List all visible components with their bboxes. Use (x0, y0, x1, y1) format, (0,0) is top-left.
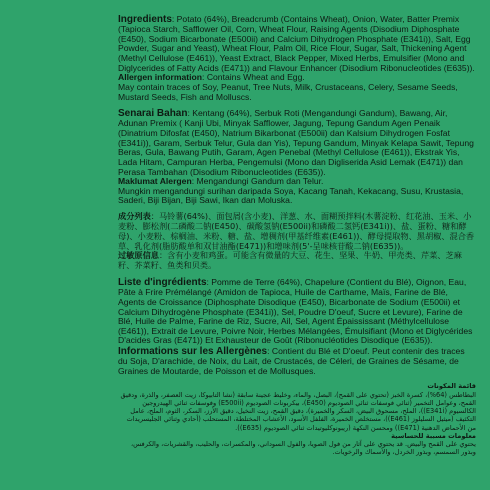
arabic-ingredients-title: قائمة المكونات (427, 382, 476, 391)
malay-ingredients-text: : Kentang (64%), Serbuk Roti (Mengandungi Gandum), Bawang, Air, Adunan Premix ( Kanji Ubi, Minyak Safflower, Jagung, Tepung Gandum Agen Penaik (Dinatrium Difosfat (E450), Natrium Bikarbonat (E500ii) dan Kalsium Dihydrogen Fosfat (E341i)), Garam, Serbuk Telur, Gula dan Yis), Tepung Gandum, Minyak Kelapa Sawit, Tepung Beras, Gula, Bawang Putih, Garam, Agen Penebal (Methyl Cellulose (E461)), Ekstrak Yis, Lada Hitam, Campuran Herba, Pengemulsi (Mono dan Digliserida Asid Lemak (E471)) dan Perasa Tambahan (Disodium Ribonucleotides (E635)). (118, 108, 474, 177)
french-allergen-text: : Contient du Blé et D'oeuf. Peut contenir des traces du Soja, D'arachide, de Noix, du Lait, de Crustacés, de Céleri, de Graines de Sésame, de Graines de Moutarde, de Poisson et de Mollusques. (118, 346, 465, 376)
english-ingredients-title: Ingredients (118, 14, 172, 25)
arabic-section (118, 382, 476, 456)
arabic-allergen-title: معلومات مسببة للحساسية (391, 431, 476, 440)
chinese-allergen (118, 251, 476, 271)
chinese-allergen-title: 过敏原信息 (118, 250, 159, 261)
chinese-ingredients-text: ：马铃薯(64%)、面包屑(含小麦)、洋葱、水、面糊预拌料(木薯淀粉、红花油、玉米、小麦粉、膨松剂(二磷酸二钠(E450)、碳酸氢钠(E500ii)和磷酸二氢钙(E341i))、盐、蛋粉、糖和酵母)、小麦粉、棕榈油、米粉、糖、盐、增稠剂(甲基纤维素(E461))、酵母提取物、黑胡椒、混合香草、乳化剂(脂肪酸单和双甘油酯(E471))和增味剂(5'-呈味核苷酸二钠(E635))。 (118, 211, 475, 251)
french-allergen-title: Informations sur les Allergènes (118, 346, 268, 357)
french-section (118, 277, 476, 376)
english-may-contain: May contain traces of Soy, Peanut, Tree Nuts, Milk, Crustaceans, Celery, Sesame Seeds, Mustard Seeds, Fish and Molluscs. (118, 81, 458, 102)
malay-allergen-text: : Mengandungi Gandum dan Telur. (191, 176, 324, 187)
french-allergen (118, 346, 476, 376)
english-allergen-text: : Contains Wheat and Egg. (202, 72, 305, 83)
english-section (118, 14, 476, 102)
arabic-allergen-text: يحتوي على القمح والبيض. قد يحتوي على آثار من فول الصويا، والفول السوداني، والمكسرات، والحليب، والقشريات، والكرفس، وبذور السمسم، وبذور الخردل، والأسماك والرخويات. (131, 440, 476, 457)
chinese-allergen-text: ：含有小麦和鸡蛋。可能含有微量的大豆、花生、坚果、牛奶、甲壳类、芹菜、芝麻籽、芥菜籽、鱼类和贝类。 (118, 250, 462, 271)
malay-allergen-title: Maklumat Alergen (118, 176, 192, 187)
malay-ingredients-title: Senarai Bahan (118, 108, 188, 120)
english-ingredients-text: : Potato (64%), Breadcrumb (Contains Wheat), Onion, Water, Batter Premix (Tapioca Starch, Safflower Oil, Corn, Wheat Flour, Raising Agents (Disodium Diphosphate (E450), Sodium Bicarbonate (E500ii) and Calcium Dihydrogen Phosphate (E341i)), Salt, Egg Powder, Sugar and Yeast), Wheat Flour, Palm Oil, Rice Flour, Sugar, Salt, Thickening Agent (Methyl Cellulose (E461)), Yeast Extract, Black Pepper, Mixed Herbs, Emulsifier (Mono and Diglycerides of Fatty Acids (E471)) and Flavour Enhancer (Disodium Ribonucleotides (E635)). (118, 14, 475, 73)
chinese-section (118, 212, 476, 271)
arabic-ingredients-text: البطاطس (64%)، كسرة الخبز (تحتوي على القمح)، البصل، والماء، وخليط عجينة سابقة (نشا التابيوكا، زيت العصفر، والذرة، ودقيق القمح، وعوامل التخمير (ثنائي فوسفات ثنائي الصوديوم (E450)، بيكربونات الصوديوم (E500ii) وفوسفات ثنائي الهيدروجين الكالسيوم (E341i))، الملح، مسحوق البيض، السكر والخميرة)، دقيق القمح، زيت النخيل، دقيق الأرز، السكر، الثوم، الملح، عامل التكثيف (ميثيل السليلوز (E461))، مستخلص الخميرة، الفلفل الأسود، الأعشاب المختلطة، المستحلب (أحادي وثنائي الجليسريدات من الأحماض الدهنية (E471)) ومحسن النكهة (ريبونوكليوتيدات ثنائي الصوديوم (E635)). (120, 390, 476, 432)
chinese-ingredients-title: 成分列表 (118, 211, 151, 221)
french-ingredients-text: : Pomme de Terre (64%), Chapelure (Contient du Blé), Oignon, Eau, Pâte à Frire Prémélangé (Amidon de Tapioca, Huile de Carthame, Maïs, Farine de Blé, Agents de Croissance (Diphosphate Disodique (E450), Bicarbonate de Sodium (E500ii) et Calcium Dihydrogène Phosphate (E341i)), Sel, Poudre D'oeuf, Sucre et Levure), Farine de Blé, Huile de Palme, Farine de Riz, Sucre, Ail, Sel, Agent Épaississant (Méthylcellulose (E461)), Extrait de Levure, Poivre Noir, Herbes Mélangées, Émulsifiant (Mono et Diglycérides D'acides Gras (E471)) Et Exhausteur de Goût (Ribonucléotides Disodique (E635)). (118, 277, 473, 346)
french-ingredients-title: Liste d'ingrédients (118, 277, 207, 289)
chinese-ingredients (118, 212, 476, 251)
malay-section (118, 108, 476, 206)
malay-may-contain: Mungkin mengandungi surihan daripada Soya, Kacang Tanah, Kekacang, Susu, Krustasia, Saderi, Biji Bijan, Biji Sawi, Ikan dan Moluska. (118, 185, 464, 206)
french-ingredients (118, 277, 476, 346)
english-ingredients (118, 14, 476, 73)
english-allergen-title: Allergen information (118, 72, 203, 83)
malay-ingredients (118, 108, 476, 177)
